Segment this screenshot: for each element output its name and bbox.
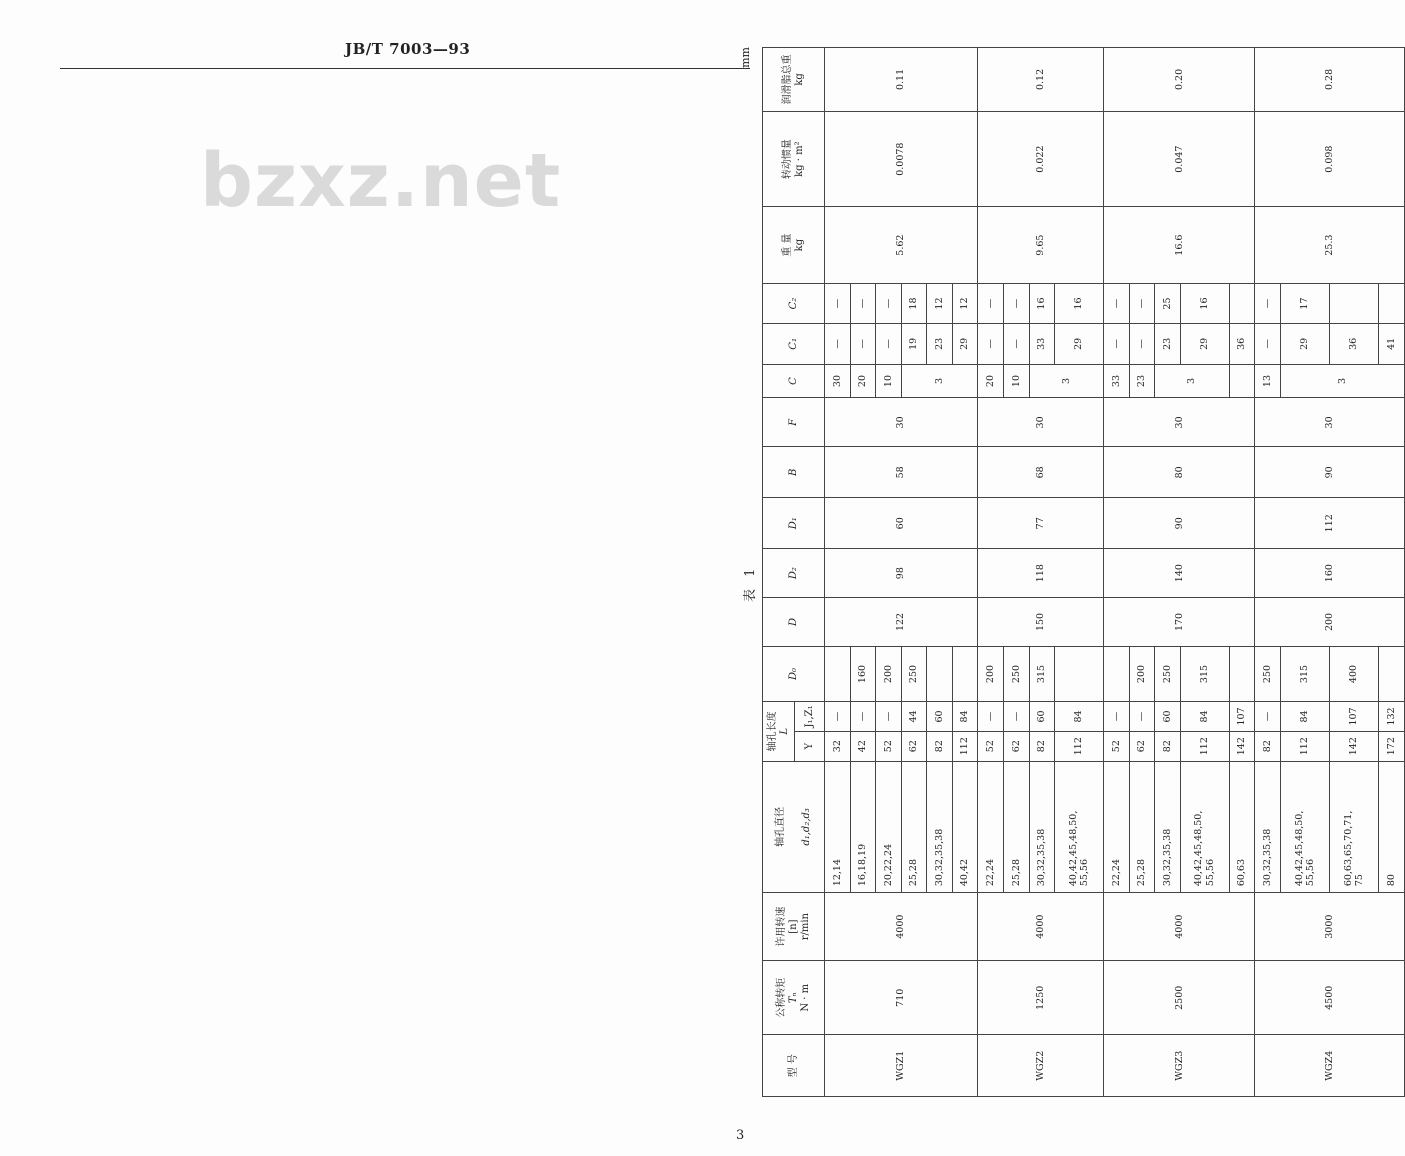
length-y-cell: 112 [1055,731,1104,761]
col-speed: 许用转速 [n] r/min [763,893,825,961]
bore-value: 25,28 [908,858,920,887]
col-b: B [763,447,825,498]
col-d1: D₁ [763,498,825,549]
col-d2: D₂ [763,549,825,598]
speed-cell: 4000 [978,893,1104,961]
c2-cell: 12 [927,283,953,323]
torque-cell: 1250 [978,961,1104,1035]
speed-cell: 4000 [1104,893,1255,961]
model-cell: WGZ1 [825,1035,978,1097]
c2-cell [1229,283,1255,323]
table-row [825,48,851,1097]
c1-cell: 29 [1180,324,1229,364]
col-inertia: 转动惯量 kg · m² [763,111,825,207]
d2-cell: 118 [978,549,1104,598]
length-y-cell: 82 [1155,731,1181,761]
header-rule [60,68,750,69]
bore-cell [1029,761,1055,893]
c2-cell: — [1255,283,1281,323]
b-cell: 58 [825,447,978,498]
mass-cell: 5.62 [825,207,978,283]
bore-value: 40,42 [959,858,971,887]
d0-cell [825,646,851,701]
bore-value: 30,32,35,38 [1262,828,1274,887]
c1-cell: 23 [1155,324,1181,364]
c1-cell: — [1129,324,1155,364]
d0-cell: 250 [1155,646,1181,701]
bore-cell [978,761,1004,893]
table-caption: 表 1 [743,564,758,602]
c2-cell: — [1104,283,1130,323]
col-d0: D₀ [763,646,825,701]
bore-cell [1229,761,1255,893]
rotated-table-area [735,47,1405,1097]
bore-cell [1281,761,1330,893]
page-number: 3 [736,1128,745,1143]
bore-value-cont: 55,56 [1204,858,1216,887]
length-y-cell: 142 [1229,731,1255,761]
bore-cell [876,761,902,893]
length-y-cell: 52 [1104,731,1130,761]
coupling-spec-table [762,47,1405,1097]
length-y-cell: 142 [1330,731,1379,761]
d0-cell: 315 [1281,646,1330,701]
f-cell: 30 [825,398,978,447]
bore-value: 22,24 [1110,858,1122,887]
bore-cell [825,761,851,893]
length-j-cell: 60 [927,702,953,732]
torque-cell: 710 [825,961,978,1035]
grease-cell: 0.11 [825,48,978,112]
d0-cell: 200 [1129,646,1155,701]
bore-value: 20,22,24 [882,843,894,887]
grease-cell: 0.12 [978,48,1104,112]
c1-cell: — [1104,324,1130,364]
d1-cell: 90 [1104,498,1255,549]
c-cell: 3 [1029,364,1104,398]
speed-cell: 3000 [1255,893,1405,961]
d0-cell [952,646,978,701]
length-j-cell: — [978,702,1004,732]
d1-cell: 112 [1255,498,1405,549]
standard-number: JB/T 7003—93 [345,40,471,58]
f-cell: 30 [1104,398,1255,447]
c1-cell: 29 [1281,324,1330,364]
d0-cell: 160 [850,646,876,701]
length-j-cell: — [850,702,876,732]
d0-cell: 250 [901,646,927,701]
table-body [825,48,1405,1097]
col-length-y: Y [795,731,825,761]
d2-cell: 140 [1104,549,1255,598]
table-row [1255,48,1281,1097]
col-c: C [763,364,825,398]
length-j-cell: 60 [1155,702,1181,732]
grease-cell: 0.28 [1255,48,1405,112]
length-y-cell: 112 [952,731,978,761]
table-row [978,48,1004,1097]
col-torque: 公称转矩 Tₙ N · m [763,961,825,1035]
bore-value: 40,42,45,48,50, [1293,810,1305,887]
c2-cell: 25 [1155,283,1181,323]
c-cell: 33 [1104,364,1130,398]
c1-cell: — [876,324,902,364]
d0-cell [927,646,953,701]
c1-cell: 36 [1330,324,1379,364]
c2-cell: 18 [901,283,927,323]
length-j-cell: 107 [1229,702,1255,732]
d1-cell: 77 [978,498,1104,549]
c1-cell: — [1003,324,1029,364]
inertia-cell: 0.0078 [825,111,978,207]
length-y-cell: 52 [978,731,1004,761]
d-cell: 150 [978,598,1104,647]
length-y-cell: 82 [1029,731,1055,761]
d0-cell: 200 [978,646,1004,701]
bore-value: 30,32,35,38 [1036,828,1048,887]
length-y-cell: 52 [876,731,902,761]
length-j-cell: — [1003,702,1029,732]
length-j-cell: 107 [1330,702,1379,732]
c-cell: 10 [1003,364,1029,398]
c2-cell: — [850,283,876,323]
d0-cell: 250 [1003,646,1029,701]
c2-cell: — [1003,283,1029,323]
bore-cell [1129,761,1155,893]
col-bore: 轴孔直径 d₁,d₂,d₃ [763,761,825,893]
bore-cell [850,761,876,893]
bore-cell [1155,761,1181,893]
length-j-cell: — [1104,702,1130,732]
length-j-cell: — [1255,702,1281,732]
bore-value-cont: 55,56 [1079,858,1091,887]
length-j-cell: 60 [1029,702,1055,732]
c2-cell [1379,283,1405,323]
unit-label: mm [739,47,752,68]
length-y-cell: 82 [1255,731,1281,761]
col-mass: 重 量 kg [763,207,825,283]
col-model: 型 号 [763,1035,825,1097]
c2-cell: 16 [1029,283,1055,323]
torque-cell: 4500 [1255,961,1405,1035]
length-j-cell: 44 [901,702,927,732]
bore-value: 40,42,45,48,50, [1067,810,1079,887]
torque-cell: 2500 [1104,961,1255,1035]
bore-value: 80 [1385,874,1397,887]
d0-cell: 250 [1255,646,1281,701]
bore-cell [952,761,978,893]
d0-cell [1379,646,1405,701]
c-cell: 3 [901,364,978,398]
b-cell: 90 [1255,447,1405,498]
c-cell: 23 [1129,364,1155,398]
d2-cell: 98 [825,549,978,598]
c2-cell: — [876,283,902,323]
b-cell: 68 [978,447,1104,498]
bore-value: 60,63 [1236,858,1248,887]
c-cell: 10 [876,364,902,398]
bore-value: 16,18,19 [857,843,869,887]
col-f: F [763,398,825,447]
c2-cell: — [978,283,1004,323]
col-length-j: J₁,Z₁ [795,702,825,732]
bore-cell [1104,761,1130,893]
c1-cell: 33 [1029,324,1055,364]
d0-cell [1055,646,1104,701]
model-cell: WGZ3 [1104,1035,1255,1097]
length-y-cell: 112 [1281,731,1330,761]
length-j-cell: 132 [1379,702,1405,732]
d0-cell: 400 [1330,646,1379,701]
bore-value: 60,63,65,70,71, [1342,810,1354,887]
bore-cell [901,761,927,893]
bore-value: 12,14 [831,858,843,887]
b-cell: 80 [1104,447,1255,498]
d0-cell [1104,646,1130,701]
col-d: D [763,598,825,647]
c1-cell: 29 [1055,324,1104,364]
c1-cell: 23 [927,324,953,364]
c-cell: 13 [1255,364,1281,398]
inertia-cell: 0.047 [1104,111,1255,207]
f-cell: 30 [978,398,1104,447]
bore-value: 22,24 [984,858,996,887]
d0-cell [1229,646,1255,701]
bore-cell [1330,761,1379,893]
col-length: 轴孔长度 L [763,702,795,761]
length-j-cell: 84 [1281,702,1330,732]
c2-cell: 16 [1055,283,1104,323]
mass-cell: 9.65 [978,207,1104,283]
c2-cell: — [825,283,851,323]
bore-value: 30,32,35,38 [1161,828,1173,887]
c1-cell: — [825,324,851,364]
length-y-cell: 172 [1379,731,1405,761]
mass-cell: 16.6 [1104,207,1255,283]
c-cell: 3 [1155,364,1230,398]
d-cell: 122 [825,598,978,647]
length-j-cell: — [825,702,851,732]
length-y-cell: 62 [1129,731,1155,761]
inertia-cell: 0.098 [1255,111,1405,207]
speed-cell: 4000 [825,893,978,961]
bore-cell [1180,761,1229,893]
bore-value-cont: 75 [1354,874,1366,887]
c1-cell: — [1255,324,1281,364]
c1-cell: — [850,324,876,364]
col-grease: 润滑脂总重 kg [763,48,825,112]
c2-cell: — [1129,283,1155,323]
bore-value: 25,28 [1010,858,1022,887]
model-cell: WGZ2 [978,1035,1104,1097]
c-cell: 20 [978,364,1004,398]
table-row [1104,48,1130,1097]
length-y-cell: 32 [825,731,851,761]
bore-value-cont: 55,56 [1305,858,1317,887]
bore-cell [927,761,953,893]
c-cell: 30 [825,364,851,398]
d0-cell: 315 [1029,646,1055,701]
c2-cell: 16 [1180,283,1229,323]
model-cell: WGZ4 [1255,1035,1405,1097]
length-j-cell: 84 [1055,702,1104,732]
d2-cell: 160 [1255,549,1405,598]
grease-cell: 0.20 [1104,48,1255,112]
length-j-cell: — [1129,702,1155,732]
length-y-cell: 82 [927,731,953,761]
bore-value: 25,28 [1136,858,1148,887]
bore-value: 30,32,35,38 [933,828,945,887]
c1-cell: 36 [1229,324,1255,364]
bore-cell [1379,761,1405,893]
d0-cell: 200 [876,646,902,701]
c-cell [1229,364,1255,398]
d-cell: 200 [1255,598,1405,647]
length-y-cell: 62 [901,731,927,761]
c-cell: 3 [1281,364,1405,398]
c1-cell: 41 [1379,324,1405,364]
f-cell: 30 [1255,398,1405,447]
mass-cell: 25.3 [1255,207,1405,283]
inertia-cell: 0.022 [978,111,1104,207]
d1-cell: 60 [825,498,978,549]
length-y-cell: 42 [850,731,876,761]
length-j-cell: 84 [1180,702,1229,732]
c1-cell: — [978,324,1004,364]
d0-cell: 315 [1180,646,1229,701]
c2-cell: 17 [1281,283,1330,323]
c2-cell: 12 [952,283,978,323]
c-cell: 20 [850,364,876,398]
bore-cell [1003,761,1029,893]
c1-cell: 19 [901,324,927,364]
length-y-cell: 62 [1003,731,1029,761]
length-y-cell: 112 [1180,731,1229,761]
d-cell: 170 [1104,598,1255,647]
c1-cell: 29 [952,324,978,364]
watermark: bzxz.net [200,138,562,224]
c2-cell [1330,283,1379,323]
col-c2: C₂ [763,283,825,323]
length-j-cell: — [876,702,902,732]
bore-cell [1255,761,1281,893]
col-c1: C₁ [763,324,825,364]
bore-cell [1055,761,1104,893]
length-j-cell: 84 [952,702,978,732]
bore-value: 40,42,45,48,50, [1193,810,1205,887]
